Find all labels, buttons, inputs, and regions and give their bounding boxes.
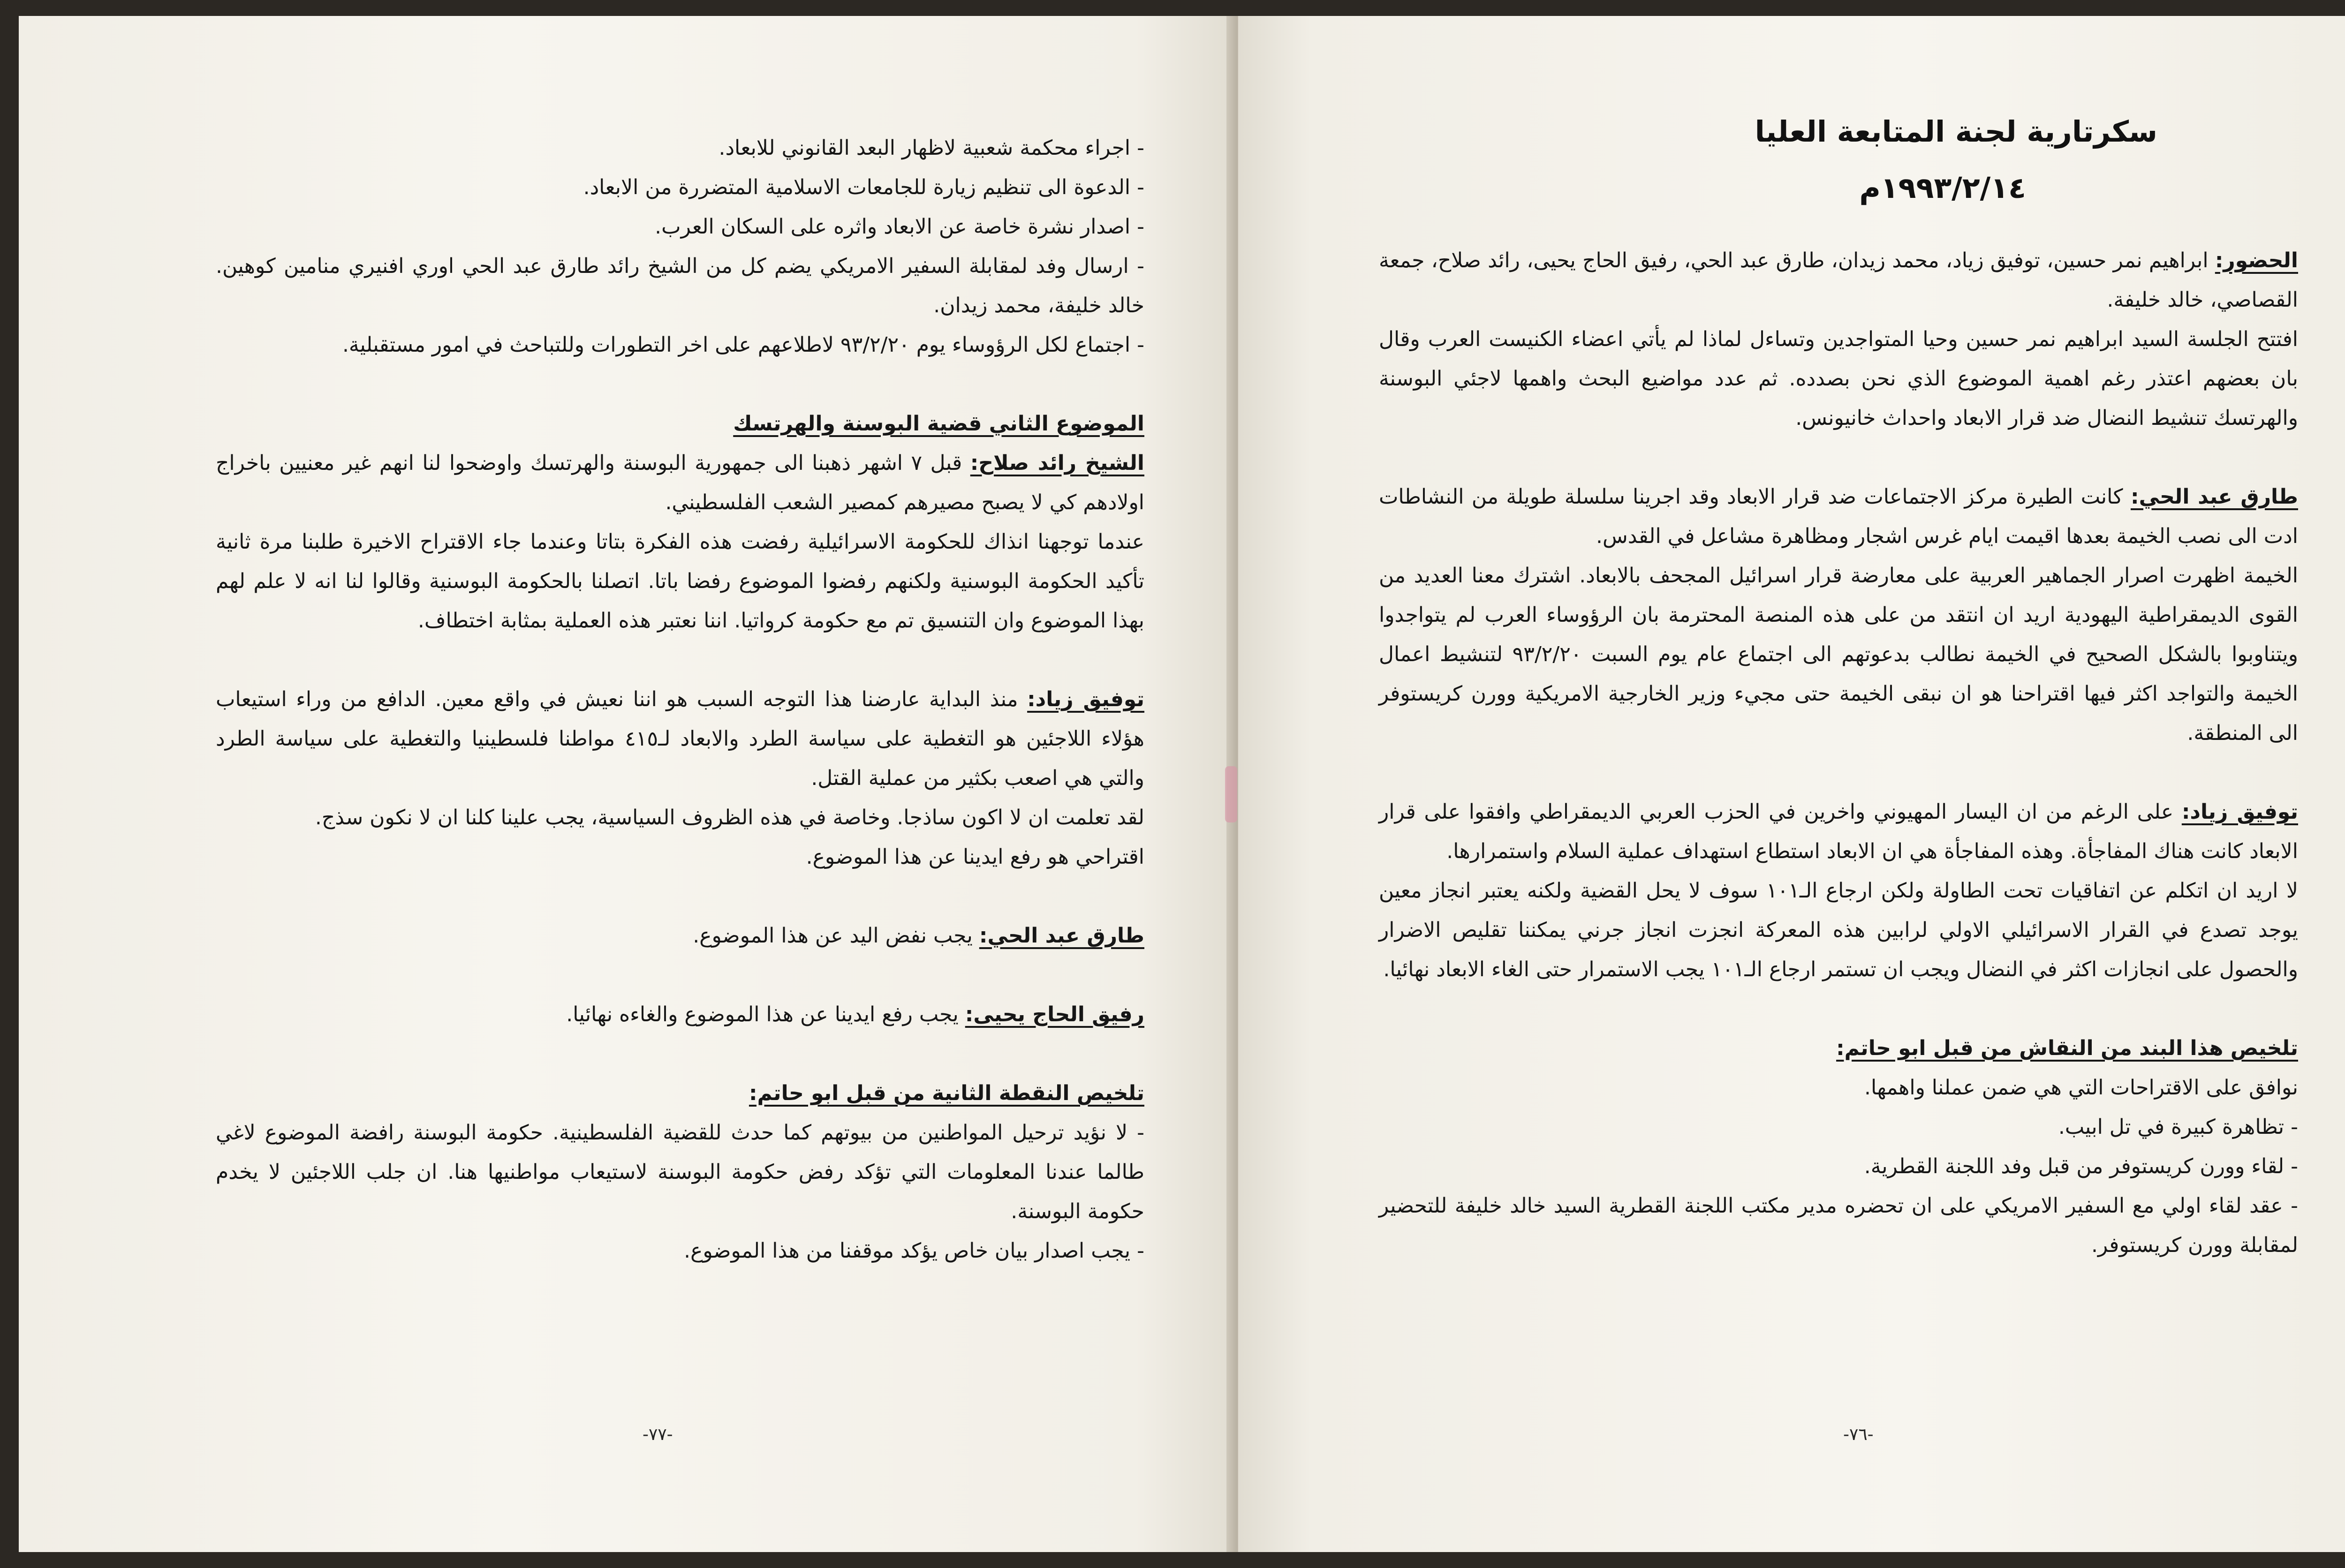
meeting-date: ١٩٩٣/٢/١٤م <box>1859 171 2026 205</box>
speaker-label: طارق عبد الحي: <box>979 924 1144 948</box>
tawfiq-paragraph-2: لا اريد ان اتكلم عن اتفاقيات تحت الطاولة ولكن ارجاع الـ١٠١ سوف لا يحل القضية ولكنه يعتبر انجاز معين يوجد تصدع في القرار الاسرائيلي الاولي لرابين هذه المعركة انجزت انجاز جرني يمكننا تقليص الاضرار والحصول على انجازات اكثر في النضال ويجب ان تستمر ارجاع الـ١٠١ يجب الاستمرار حتى الغاء الابعاد نهائيا. <box>1379 879 2299 981</box>
tariq-paragraph <box>1379 477 2298 556</box>
speaker-text: قبل ٧ اشهر ذهبنا الى جمهورية البوسنة والهرتسك واوضحوا لنا انهم غير معنيين باخراج اولادهم كي لا يصبح مصيرهم كمصير الشعب الفلسطيني. <box>216 451 1144 514</box>
action-item: - اجتماع لكل الرؤوساء يوم ٩٣/٢/٢٠ لاطلاعهم على اخر التطورات وللتباحث في امور مستقبلية. <box>342 333 1144 357</box>
salah-paragraph <box>216 444 1144 522</box>
speaker-label: الشيخ رائد صلاح: <box>970 451 1144 475</box>
speaker-text: على الرغم من ان اليسار المهيوني واخرين في الحزب العربي الديمقراطي وافقوا على قرار الابعاد كانت هناك المفاجأة. وهذه المفاجأة هي ان الابعاد استطاع استهداف عملية السلام واستمرارها. <box>1379 800 2298 863</box>
summary-heading: تلخيص هذا البند من النقاش من قبل ابو حاتم: <box>1836 1036 2298 1060</box>
tariq-paragraph-2: الخيمة اظهرت اصرار الجماهير العربية على معارضة قرار اسرائيل المجحف بالابعاد. اشترك معنا العديد من القوى الديمقراطية اليهودية اريد ان انتقد من على هذه المنصة المحترمة بان الرؤوساء العرب لم يتواجدوا ويتناوبوا بالشكل الصحيح في الخيمة نطالب بدعوتهم الى اجتماع عام يوم السبت ٩٣/٢/٢٠ لتنشيط اعمال الخيمة والتواجد اكثر فيها اقتراحنا هو ان نبقى الخيمة حتى مجيء وزير الخارجية الامريكية وورن كريستوفر الى المنطقة. <box>1379 564 2298 745</box>
summary-item: - تظاهرة كبيرة في تل ابيب. <box>2058 1115 2298 1139</box>
speaker-text: يجب نفض اليد عن هذا الموضوع. <box>693 924 973 948</box>
speaker-label: طارق عبد الحي: <box>2130 485 2298 509</box>
speaker-label: توفيق زياد: <box>1027 687 1145 711</box>
speaker-text: منذ البداية عارضنا هذا التوجه السبب هو اننا نعيش في واقع معين. الدافع من وراء استيعاب هؤلاء اللاجئين هو التغطية على سياسة الطرد والابعاد لـ٤١٥ مواطنا فلسطينيا والتغطية على سياسة الطرد والتي هي اصعب بكثير من عملية القتل. <box>216 687 1144 790</box>
tawfiq-paragraph <box>216 680 1144 798</box>
speaker-text: كانت الطيرة مركز الاجتماعات ضد قرار الابعاد وقد اجرينا سلسلة طويلة من النشاطات ادت الى نصب الخيمة بعدها اقيمت ايام غرس اشجار ومظاهرة مشاعل في القدس. <box>1379 485 2298 548</box>
right-page-body <box>1379 241 2298 1265</box>
attendance-text: ابراهيم نمر حسين، توفيق زياد، محمد زيدان، طارق عبد الحي، رفيق الحاج يحيى، رائد صلاح، جمعة القصاصي، خالد خليفة. <box>1379 249 2298 312</box>
left-page-body <box>216 128 1144 1271</box>
book-spread <box>19 16 2345 1552</box>
summary-item: - يجب اصدار بيان خاص يؤكد موقفنا من هذا الموضوع. <box>684 1239 1144 1263</box>
topic2-heading: الموضوع الثاني قضية البوسنة والهرتسك <box>733 412 1144 436</box>
left-page <box>19 16 1233 1552</box>
speaker-text: يجب رفع ايدينا عن هذا الموضوع والغاءه نهائيا. <box>566 1003 959 1026</box>
opening-paragraph: افتتح الجلسة السيد ابراهيم نمر حسين وحيا المتواجدين وتساءل لماذا لم يأتي اعضاء الكنيست العرب وقال بان بعضهم اعتذر رغم اهمية الموضوع الذي نحن بصدده. ثم عدد مواضيع البحث واهمها لاجئي البوسنة والهرتسك تنشيط النضال ضد قرار الابعاد واحداث خانيونس. <box>1379 327 2298 430</box>
attendance-paragraph <box>1379 241 2298 320</box>
page-title: سكرتارية لجنة المتابعة العليا <box>1755 114 2157 149</box>
attendance-label: الحضور: <box>2215 249 2298 272</box>
page-number: -٧٦- <box>1843 1425 1874 1444</box>
summary-item: - عقد لقاء اولي مع السفير الامريكي على ان تحضره مدير مكتب اللجنة القطرية السيد خالد خليفة للتحضير لمقابلة وورن كريستوفر. <box>1379 1194 2298 1257</box>
rafiq-paragraph <box>216 995 1144 1034</box>
speaker-label: توفيق زياد: <box>2181 800 2298 824</box>
binding-mark <box>1225 766 1237 822</box>
page-number: -٧٧- <box>643 1425 673 1444</box>
salah-paragraph-2: عندما توجهنا انذاك للحكومة الاسرائيلية رفضت هذه الفكرة بتاتا وعندما جاء الاقتراح الاخيرة طلبنا مرة ثانية تأكيد الحكومة البوسنية ولكنهم رفضوا الموضوع رفضا باتا. اتصلنا بالحكومة البوسنية وقالوا لنا انه لا علم لهم بهذا الموضوع وان التنسيق تم مع حكومة كرواتيا. اننا نعتبر هذه العملية بمثابة اختطاف. <box>216 530 1144 633</box>
tawfiq-paragraph-2: لقد تعلمت ان لا اكون ساذجا. وخاصة في هذه الظروف السياسية، يجب علينا كلنا ان لا نكون سذج. <box>315 806 1144 829</box>
speaker-label: رفيق الحاج يحيى: <box>965 1003 1144 1026</box>
summary-intro: نوافق على الاقتراحات التي هي ضمن عملنا واهمها. <box>1864 1076 2298 1100</box>
right-page <box>1238 16 2345 1552</box>
summary-item: - لا نؤيد ترحيل المواطنين من بيوتهم كما حدث للقضية الفلسطينية. حكومة البوسنة رافضة الموضوع لاغي طالما عندنا المعلومات التي تؤكد رفض حكومة البوسنة لاستيعاب مواطنيها هنا. ان جلب اللاجئين لا يخدم حكومة البوسنة. <box>216 1121 1144 1223</box>
tawfiq-paragraph-3: اقتراحي هو رفع ايدينا عن هذا الموضوع. <box>806 845 1144 869</box>
action-item: - ارسال وفد لمقابلة السفير الامريكي يضم كل من الشيخ رائد طارق عبد الحي اوري افنيري منامين كوهين. خالد خليفة، محمد زيدان. <box>216 254 1144 317</box>
tariq-paragraph <box>216 916 1144 956</box>
summary2-heading: تلخيص النقطة الثانية من قبل ابو حاتم: <box>749 1081 1144 1105</box>
action-item: - اجراء محكمة شعبية لاظهار البعد القانوني للابعاد. <box>719 136 1144 160</box>
action-item: - اصدار نشرة خاصة عن الابعاد واثره على السكان العرب. <box>655 215 1144 239</box>
summary-item: - لقاء وورن كريستوفر من قبل وفد اللجنة القطرية. <box>1864 1154 2298 1178</box>
tawfiq-paragraph <box>1379 792 2298 871</box>
action-item: - الدعوة الى تنظيم زيارة للجامعات الاسلامية المتضررة من الابعاد. <box>583 175 1144 199</box>
